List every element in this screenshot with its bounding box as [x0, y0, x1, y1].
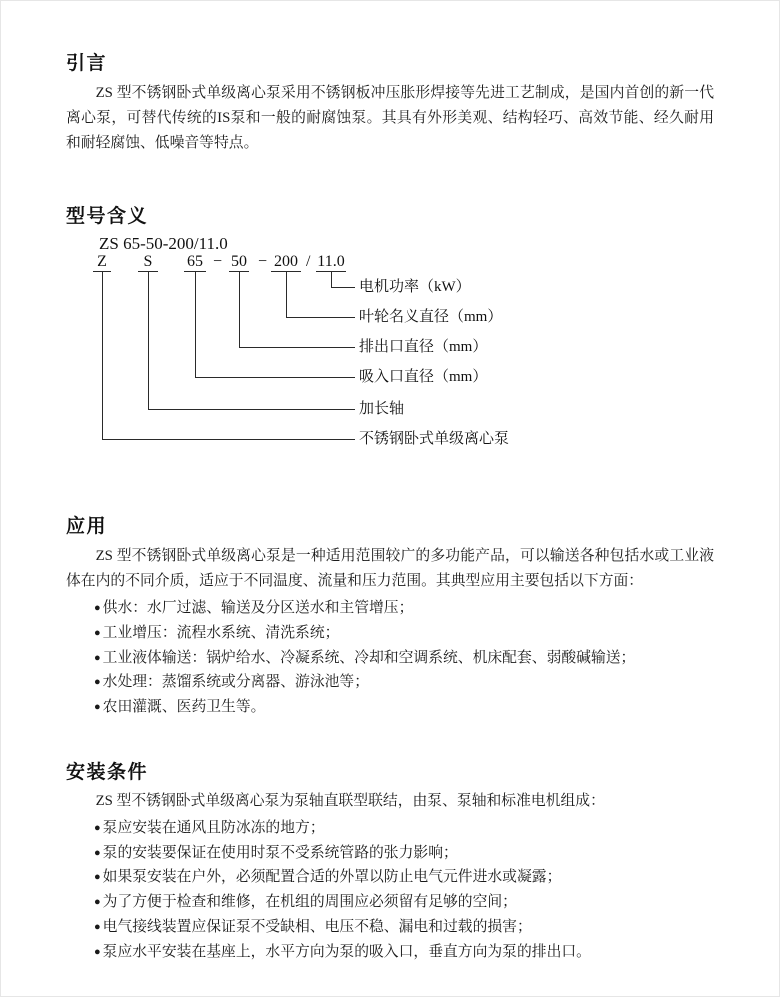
installation-bullet-list — [66, 817, 714, 966]
bullet-icon: ● — [94, 651, 101, 664]
bullet-icon: ● — [94, 920, 101, 933]
list-item — [94, 696, 714, 721]
model-token-65: 65 — [184, 253, 206, 272]
application-bullet-list — [66, 597, 714, 721]
list-item — [94, 891, 714, 916]
model-meaning-heading: 型号含义 — [66, 206, 149, 227]
model-label-inlet-diameter: 吸入口直径（mm） — [359, 369, 488, 385]
model-example-code: ZS 65-50-200/11.0 — [99, 234, 228, 253]
model-separator-slash: / — [306, 253, 311, 270]
bullet-icon: ● — [94, 871, 101, 884]
model-token-200: 200 — [271, 253, 301, 272]
model-code-diagram — [66, 233, 716, 451]
model-token-50: 50 — [231, 253, 247, 270]
list-item — [94, 916, 714, 941]
model-token-z: Z — [93, 253, 111, 272]
bullet-icon: ● — [94, 821, 101, 834]
bullet-icon: ● — [94, 701, 101, 714]
bullet-icon: ● — [94, 602, 101, 614]
bullet-text: 如果泵安装在户外，必须配置合适的外罩以防止电气元件进水或凝露； — [102, 869, 562, 886]
model-separator-dash: − — [258, 253, 268, 270]
bullet-text: 农田灌溉、医药卫生等。 — [102, 699, 266, 716]
bullet-icon: ● — [94, 676, 101, 689]
list-item — [94, 817, 714, 842]
bullet-text: 泵的安装要保证在使用时泵不受系统管路的张力影响； — [102, 844, 458, 861]
model-label-outlet-diameter: 排出口直径（mm） — [359, 339, 488, 355]
bullet-text: 供水：水厂过滤、输送及分区送水和主管增压； — [102, 600, 414, 616]
model-label-impeller-diameter: 叶轮名义直径（mm） — [359, 309, 503, 325]
section-installation — [66, 762, 714, 966]
bullet-text: 电气接线装置应保证泵不受缺相、电压不稳、漏电和过载的损害； — [102, 918, 532, 935]
bullet-text: 泵应安装在通风且防冰冻的地方； — [102, 819, 325, 836]
bullet-text: 泵应水平安装在基座上，水平方向为泵的吸入口，垂直方向为泵的排出口。 — [102, 943, 591, 960]
model-token-11-0: 11.0 — [317, 253, 345, 270]
model-token-s: S — [138, 253, 158, 272]
list-item — [94, 941, 714, 966]
bullet-icon: ● — [94, 945, 101, 958]
list-item — [94, 647, 714, 672]
installation-heading: 安装条件 — [66, 761, 149, 783]
introduction-heading: 引言 — [66, 53, 108, 74]
bullet-text: 工业增压：流程水系统、清洗系统； — [102, 624, 340, 641]
bullet-text: 水处理：蒸馏系统或分离器、游泳池等； — [102, 674, 370, 691]
list-item — [94, 622, 714, 647]
model-separator-dash: − — [213, 253, 223, 270]
model-label-pump-type: 不锈钢卧式单级离心泵 — [359, 431, 510, 447]
list-item — [94, 842, 714, 867]
bullet-icon: ● — [94, 896, 101, 909]
connector-line — [331, 271, 355, 288]
application-heading: 应用 — [66, 516, 108, 537]
bullet-icon: ● — [94, 626, 101, 639]
installation-paragraph: ZS 型不锈钢卧式单级离心泵为泵轴直联型联结，由泵、泵轴和标准电机组成： — [95, 792, 605, 809]
introduction-paragraph: ZS 型不锈钢卧式单级离心泵采用不锈钢板冲压胀形焊接等先进工艺制成，是国内首创的新一代离心泵，可替代传统的IS泵和一般的耐腐蚀泵。其具有外形美观、结构轻巧、高效节能、经久耐用和耐轻腐蚀、低噪音等特点。 — [66, 85, 714, 151]
list-item — [94, 866, 714, 891]
model-label-motor-power: 电机功率（kW） — [359, 279, 471, 295]
bullet-icon: ● — [94, 846, 101, 859]
list-item — [94, 671, 714, 696]
section-introduction — [66, 53, 714, 156]
section-model-meaning — [66, 206, 714, 451]
application-paragraph: ZS 型不锈钢卧式单级离心泵是一种适用范围较广的多功能产品，可以输送各种包括水或工业液体在内的不同介质，适应于不同温度、流量和压力范围。其典型应用主要包括以下方面： — [66, 548, 714, 589]
bullet-text: 工业液体输送：锅炉给水、冷凝系统、冷却和空调系统、机床配套、弱酸碱输送； — [102, 649, 636, 666]
bullet-text: 为了方便于检查和维修，在机组的周围应必须留有足够的空间； — [102, 894, 517, 911]
section-application — [66, 516, 714, 721]
list-item — [94, 597, 714, 622]
model-label-extended-shaft: 加长轴 — [359, 401, 405, 417]
